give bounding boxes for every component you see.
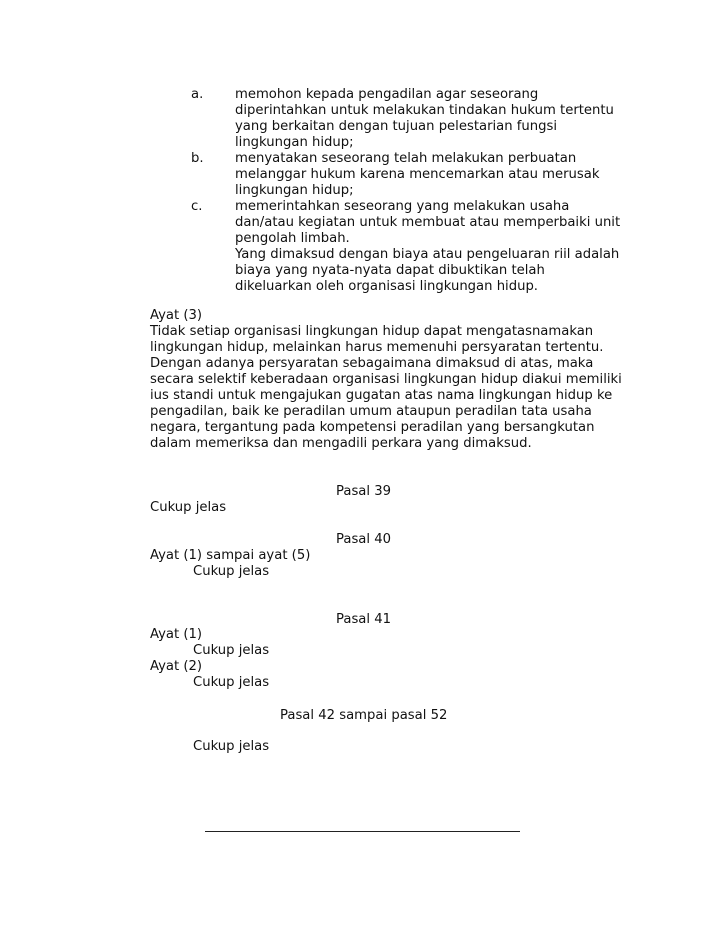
- list-item-c-line-1: memerintahkan seseorang yang melakukan usaha: [235, 199, 570, 214]
- pasal-41-ayat-2-text: Cukup jelas: [193, 675, 270, 690]
- ayat3-line-1: Tidak setiap organisasi lingkungan hidup dapat mengatasnamakan: [150, 324, 594, 339]
- ayat3-line-5: ius standi untuk mengajukan gugatan atas nama lingkungan hidup ke: [150, 388, 613, 403]
- ayat3-line-6: pengadilan, baik ke peradilan umum ataupun peradilan tata usaha: [150, 404, 592, 419]
- list-marker-c: c.: [191, 199, 203, 214]
- pasal-41-ayat-1-text: Cukup jelas: [193, 643, 270, 658]
- ayat3-heading: Ayat (3): [150, 308, 203, 323]
- pasal-39-text: Cukup jelas: [150, 500, 227, 515]
- list-item-c-line-3: pengolah limbah.: [235, 231, 350, 246]
- list-item-a-line-3: yang berkaitan dengan tujuan pelestarian fungsi: [235, 119, 558, 134]
- list-item-c-line-2: dan/atau kegiatan untuk membuat atau memperbaiki unit: [235, 215, 621, 230]
- list-item-b-line-1: menyatakan seseorang telah melakukan perbuatan: [235, 151, 577, 166]
- ayat3-line-2: lingkungan hidup, melainkan harus memenuhi persyaratan tertentu.: [150, 340, 604, 355]
- ayat3-line-8: dalam memeriksa dan mengadili perkara yang dimaksud.: [150, 436, 532, 451]
- ayat3-line-4: secara selektif keberadaan organisasi lingkungan hidup diakui memiliki: [150, 372, 622, 387]
- list-item-a-line-2: diperintahkan untuk melakukan tindakan hukum tertentu: [235, 103, 614, 118]
- list-item-c-line-5: biaya yang nyata-nyata dapat dibuktikan telah: [235, 263, 545, 278]
- pasal-40-text: Cukup jelas: [193, 564, 270, 579]
- list-item-b-line-3: lingkungan hidup;: [235, 183, 354, 198]
- list-item-b-line-2: melanggar hukum karena mencemarkan atau merusak: [235, 167, 600, 182]
- list-item-c-line-4: Yang dimaksud dengan biaya atau pengeluaran riil adalah: [235, 247, 620, 262]
- list-item-a-line-1: memohon kepada pengadilan agar seseorang: [235, 87, 539, 102]
- ayat3-line-3: Dengan adanya persyaratan sebagaimana dimaksud di atas, maka: [150, 356, 594, 371]
- list-item-a-line-4: lingkungan hidup;: [235, 135, 354, 150]
- pasal-39-title: Pasal 39: [336, 484, 392, 499]
- pasal-42-52-text: Cukup jelas: [193, 739, 270, 754]
- list-marker-a: a.: [191, 87, 204, 102]
- pasal-41-title: Pasal 41: [336, 612, 392, 627]
- list-marker-b: b.: [191, 151, 204, 166]
- pasal-40-ayat: Ayat (1) sampai ayat (5): [150, 548, 311, 563]
- closing-divider: [205, 831, 520, 832]
- ayat3-line-7: negara, tergantung pada kompetensi peradilan yang bersangkutan: [150, 420, 595, 435]
- list-item-c-line-6: dikeluarkan oleh organisasi lingkungan hidup.: [235, 279, 539, 294]
- pasal-42-52-title: Pasal 42 sampai pasal 52: [280, 708, 448, 723]
- pasal-41-ayat-2: Ayat (2): [150, 659, 203, 674]
- pasal-40-title: Pasal 40: [336, 532, 392, 547]
- pasal-41-ayat-1: Ayat (1): [150, 627, 203, 642]
